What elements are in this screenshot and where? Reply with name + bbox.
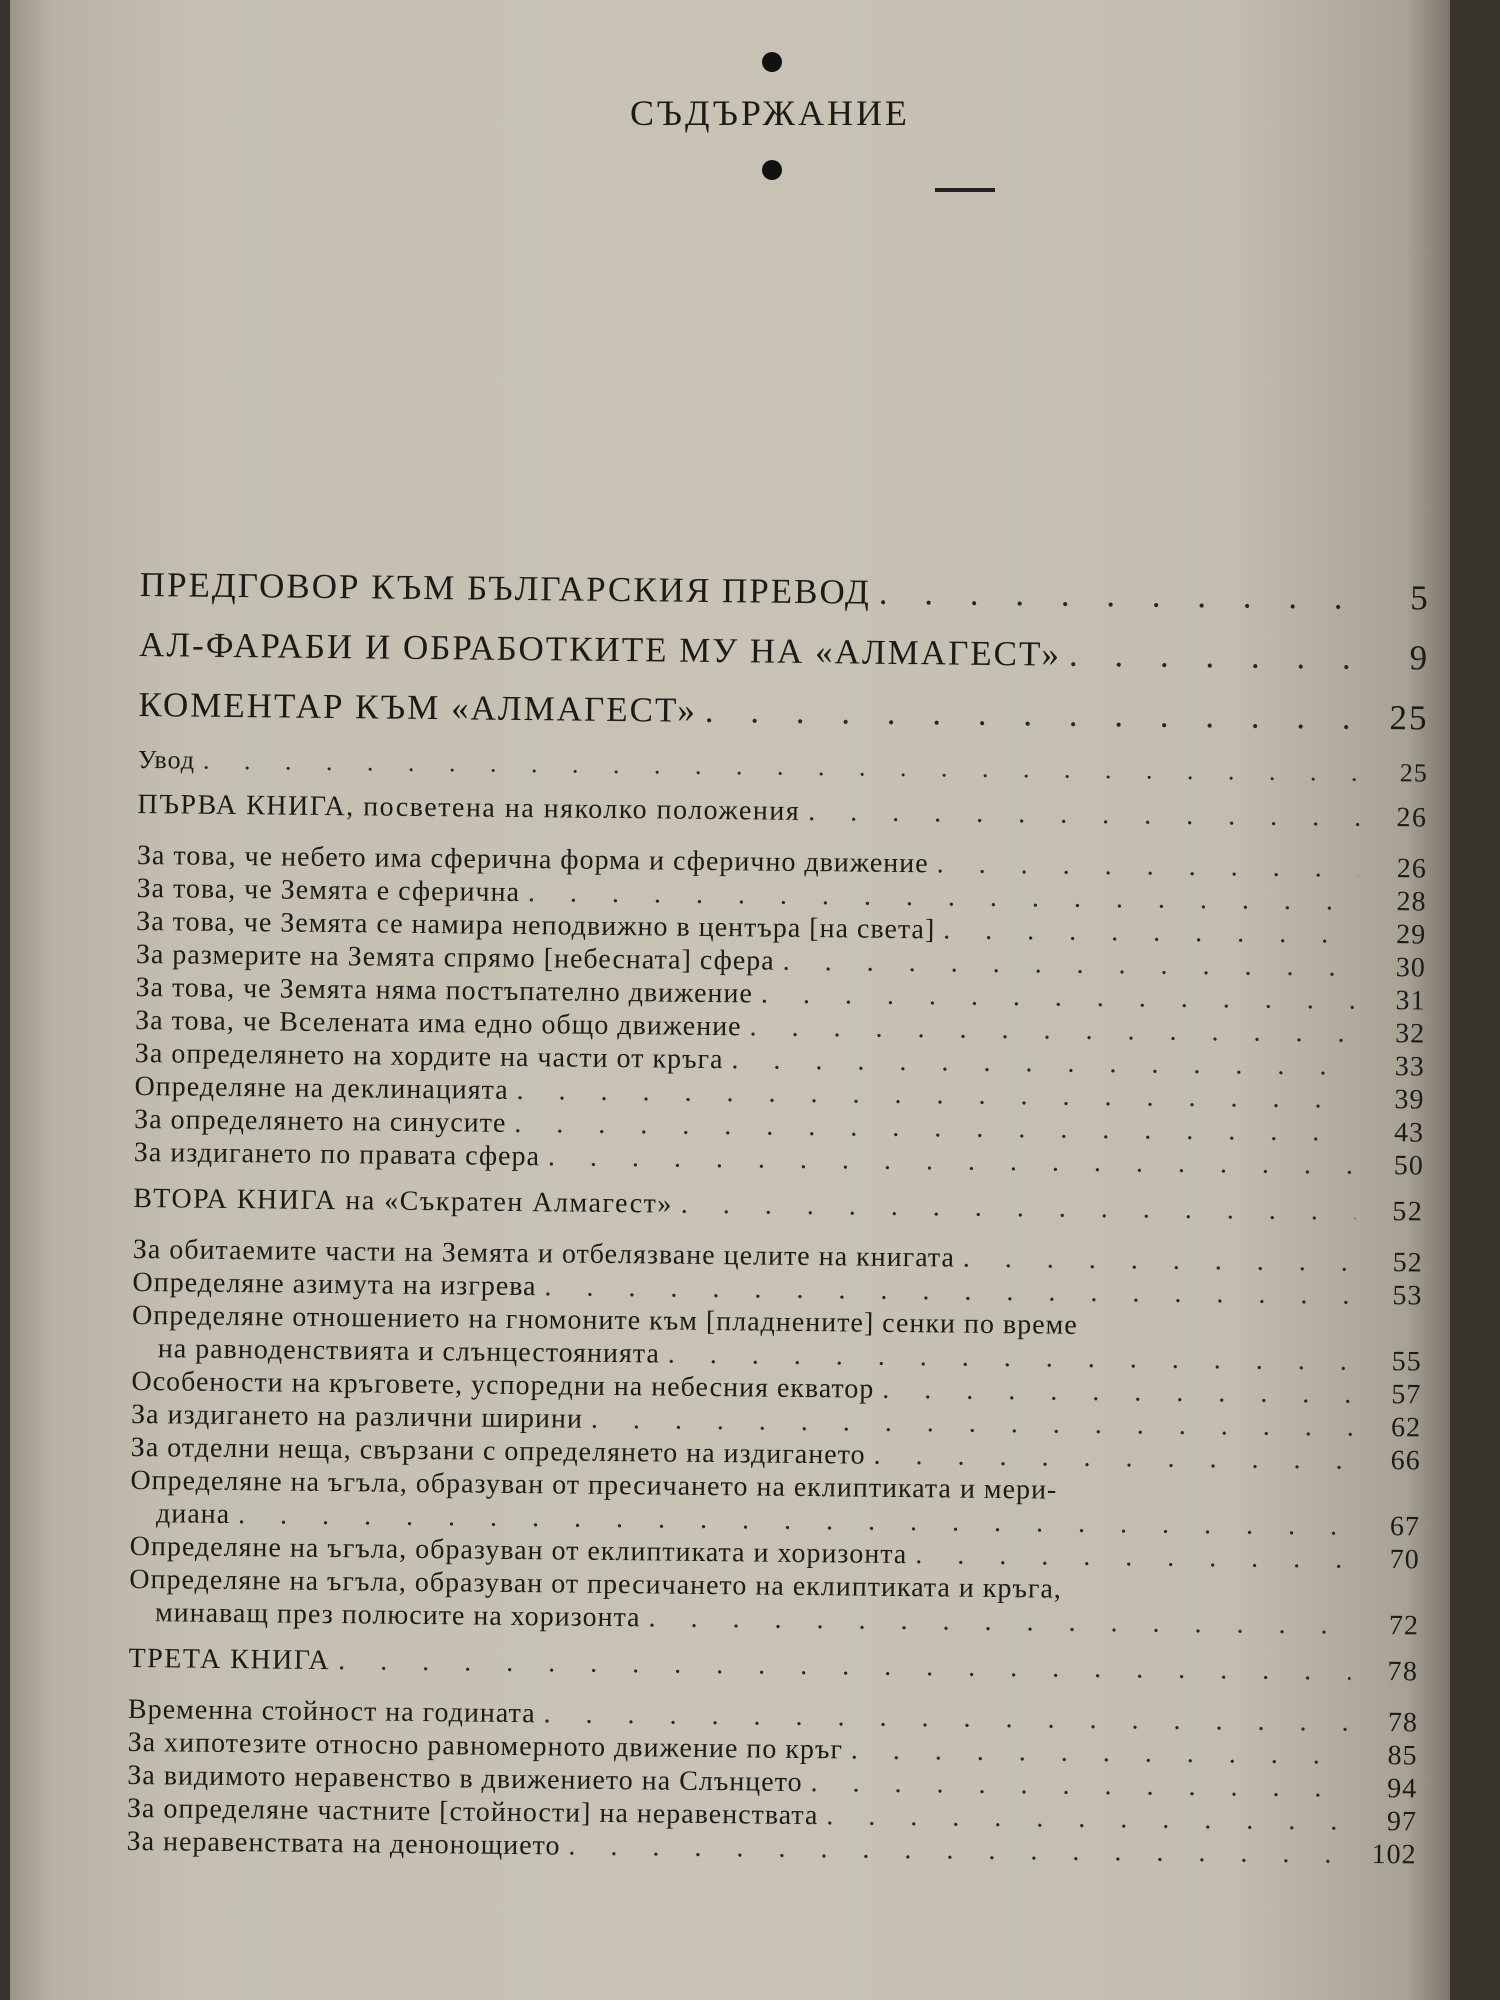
section-page: 29 [1396, 919, 1427, 951]
toc-book-label: ВТОРА КНИГА на «Съкратен Алмагест» [133, 1182, 674, 1220]
toc-entry-alfarabi [139, 625, 1429, 679]
section-label: За издигането на различни ширини [130, 1398, 584, 1435]
leader-dots [1069, 635, 1362, 678]
section-label: За издигането по правата сфера [133, 1136, 541, 1173]
toc-entry-page: 52 [1392, 1196, 1424, 1228]
toc-book-label: ТРЕТА КНИГА [128, 1642, 331, 1677]
leader-dots [826, 1799, 1349, 1837]
toc-entry-label: АЛ-ФАРАБИ И ОБРАБОТКИТЕ МУ НА «АЛМАГЕСТ» [138, 624, 1062, 674]
book-1-sections [134, 839, 1427, 1182]
section-page: 66 [1390, 1445, 1421, 1477]
toc-entry-page: 9 [1409, 638, 1430, 678]
toc-entry-preface [140, 565, 1430, 619]
leader-dots [681, 1189, 1356, 1228]
section-label: Определяне на ъгъла, образуван от еклиптиката и хоризонта [129, 1530, 908, 1571]
leader-dots [873, 1439, 1352, 1477]
section-page: 31 [1395, 985, 1426, 1017]
section-page: 30 [1395, 952, 1427, 984]
section-page: 52 [1392, 1247, 1423, 1279]
section-page: 28 [1396, 886, 1427, 918]
section-label: За обитаемите части на Земята и отбелязване целите на книгата [132, 1233, 956, 1274]
leader-dots [705, 691, 1361, 738]
section-page: 94 [1387, 1773, 1418, 1805]
section-page: 43 [1393, 1117, 1425, 1149]
section-label: За определянето на хордите на части от кръга [134, 1037, 724, 1076]
ornament-dash [935, 188, 995, 192]
leader-dots [810, 1766, 1349, 1805]
bottom-ornament-dot [762, 160, 782, 180]
section-page: 26 [1396, 853, 1428, 885]
section-label: За определяне частните [стойности] на неравенствата [126, 1792, 819, 1832]
book-2-sections [129, 1233, 1423, 1642]
leader-dots [851, 1734, 1350, 1772]
section-label: За това, че Земята е сферична [136, 872, 521, 908]
toc-book-label: ПЪРВА КНИГА, посветена на няколко положения [137, 788, 801, 827]
top-ornament-dot [762, 52, 782, 72]
section-page: 102 [1371, 1838, 1417, 1871]
section-label: За това, че небето има сферична форма и сферично движение [136, 839, 929, 880]
section-page: 55 [1391, 1346, 1422, 1378]
section-label: минаващ през полюсите на хоризонта [154, 1597, 641, 1634]
section-label: За неравенствата на денонощието [126, 1825, 561, 1862]
section-page: 57 [1391, 1379, 1422, 1411]
leader-dots [943, 913, 1358, 950]
section-label: За това, че Земята се намира неподвижно в центъра [на света] [136, 905, 936, 946]
section-label: За отделни неща, свързани с определянето на издигането [130, 1431, 866, 1471]
leader-dots [808, 796, 1360, 834]
section-page: 39 [1394, 1084, 1425, 1116]
section-label-line1: Определяне на ъгъла, образуван от пресичането на еклиптиката и мери- [130, 1464, 1058, 1506]
section-label: Особености на кръговете, успоредни на небесния екватор [131, 1365, 875, 1405]
section-page: 78 [1387, 1707, 1419, 1739]
book-3-sections [126, 1693, 1418, 1871]
section-label: За определянето на синусите [134, 1103, 507, 1139]
toc-entry-page: 78 [1387, 1656, 1419, 1688]
leader-dots [937, 847, 1360, 884]
toc-entry-page: 26 [1396, 802, 1428, 834]
section-label: За размерите на Земята спрямо [небесната] сфера [135, 938, 775, 977]
section-label: За хипотезите относно равномерното движение по кръг [127, 1726, 844, 1766]
section-label: на равноденствията и слънцестоянията [157, 1333, 661, 1370]
toc-entry-label: КОМЕНТАР КЪМ «АЛМАГЕСТ» [138, 684, 698, 730]
page-title: СЪДЪРЖАНИЕ [630, 93, 910, 133]
section-label: За това, че Вселената има едно общо движение [135, 1004, 742, 1043]
book-page [10, 0, 1450, 2000]
toc-entry-label: Увод [137, 744, 196, 775]
toc-entry-page: 25 [1389, 698, 1429, 738]
toc-book-2 [133, 1183, 1423, 1229]
section-page: 50 [1393, 1150, 1424, 1182]
section-label: диана [155, 1498, 231, 1530]
section-page: 67 [1389, 1511, 1421, 1543]
toc-entry-commentary [138, 685, 1428, 739]
section-label: За видимото неравенство в движението на Слънцето [127, 1759, 803, 1799]
section-label: Определяне азимута на изгрева [132, 1266, 537, 1303]
section-page: 62 [1390, 1412, 1422, 1444]
section-page: 70 [1389, 1544, 1420, 1576]
section-page: 72 [1388, 1610, 1420, 1642]
toc-entry-page: 25 [1399, 758, 1429, 788]
leader-dots [915, 1538, 1352, 1576]
section-label: Определяне на деклинацията [134, 1070, 509, 1106]
leader-dots [879, 573, 1362, 618]
leader-dots [338, 1645, 1351, 1688]
toc-entry-label: ПРЕДГОВОР КЪМ БЪЛГАРСКИЯ ПРЕВОД [139, 565, 872, 612]
toc-section-multiline [129, 1563, 1420, 1643]
section-page: 97 [1386, 1806, 1418, 1838]
toc-entry-intro [138, 745, 1428, 789]
section-page: 32 [1394, 1018, 1426, 1050]
table-of-contents [126, 565, 1429, 1871]
leader-dots [568, 1830, 1348, 1871]
toc-book-1 [137, 789, 1427, 835]
toc-book-3 [128, 1643, 1418, 1689]
toc-entry-page: 5 [1410, 578, 1430, 618]
section-page: 53 [1392, 1280, 1423, 1312]
leader-dots [882, 1373, 1353, 1411]
section-label: Временна стойност на годината [127, 1693, 536, 1730]
section-page: 85 [1387, 1740, 1418, 1772]
leader-dots [963, 1242, 1355, 1279]
leader-dots [203, 746, 1360, 788]
section-label-line1: Определяне отношението на гномоните към [пладнените] сенки по време [131, 1299, 1078, 1341]
section-label: За това, че Земята няма постъпателно движение [135, 971, 754, 1010]
section-page: 33 [1394, 1051, 1425, 1083]
section-label-line1: Определяне на ъгъла, образуван от пресичането на еклиптиката и кръга, [129, 1563, 1063, 1605]
